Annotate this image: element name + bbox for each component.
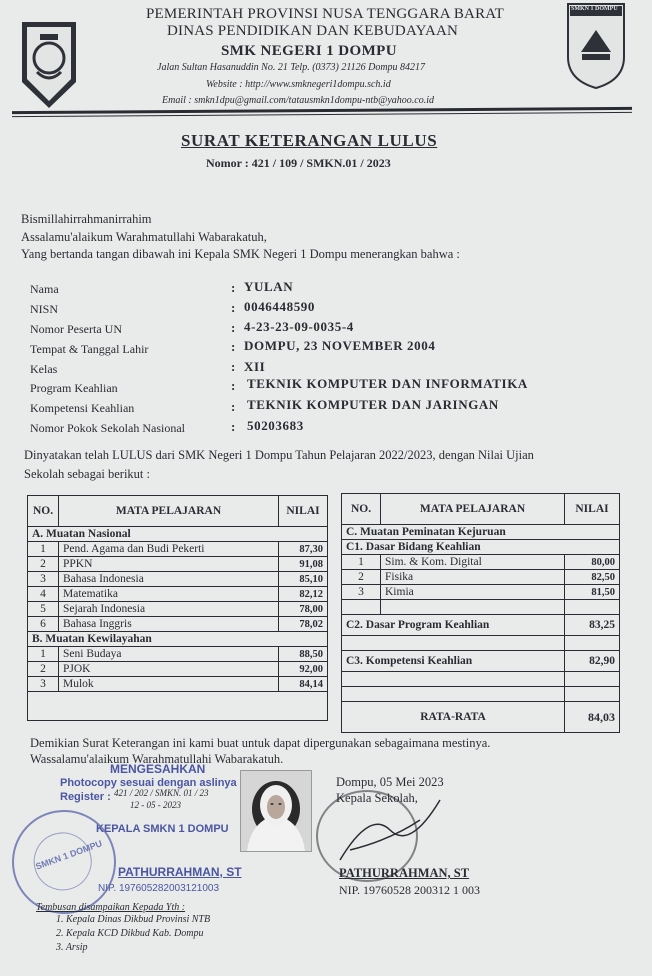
identity-label-npsn: Nomor Pokok Sekolah Nasional (30, 421, 185, 435)
school-logo-text: SMKN 1 DOMPU (571, 6, 618, 12)
stamp-text: SMKN 1 DOMPU (34, 838, 104, 872)
statement-line-2: Sekolah sebagai berikut : (24, 467, 151, 481)
statement-line-1: Dinyatakan telah LULUS dari SMK Negeri 1 Dompu Tahun Pelajaran 2022/2023, dengan Nilai Ujian (24, 448, 534, 462)
legalization-register-value: 421 / 202 / SMKN. 01 / 23 (114, 788, 209, 798)
identity-value-peserta: 4-23-23-09-0035-4 (244, 319, 354, 334)
average-label: RATA-RATA (342, 702, 565, 733)
legalization-name: PATHURRAHMAN, ST (118, 865, 242, 879)
identity-value-nama: YULAN (244, 279, 294, 294)
score-c2: 83,25 (565, 615, 620, 636)
section-c1: C1. Dasar Bidang Keahlian (342, 540, 620, 555)
identity-colon: : (231, 300, 236, 315)
cc-label: Tembusan disampaikan Kepada Yth : (36, 902, 186, 913)
closing-line-1: Demikian Surat Keterangan ini kami buat untuk dapat dipergunakan sebagaimana mestinya. (30, 736, 491, 750)
kop-office: DINAS PENDIDIKAN DAN KEBUDAYAAN (167, 23, 459, 39)
identity-label-kelas: Kelas (30, 362, 58, 376)
student-photo (240, 770, 312, 852)
signature-name: PATHURRAHMAN, ST (339, 866, 470, 880)
section-a: A. Muatan Nasional (28, 527, 279, 542)
grades-table-right (341, 493, 620, 733)
identity-label-ttl: Tempat & Tanggal Lahir (30, 342, 149, 356)
ntb-province-logo-icon (20, 20, 78, 110)
section-c: C. Muatan Peminatan Kejuruan (342, 525, 620, 540)
kop-province: PEMERINTAH PROVINSI NUSA TENGGARA BARAT (146, 6, 505, 22)
table-row-empty (28, 692, 328, 721)
legalization-title: MENGESAHKAN (110, 762, 206, 776)
legalization-office: KEPALA SMKN 1 DOMPU (96, 823, 229, 835)
identity-label-nama: Nama (30, 282, 59, 296)
table-row: 4 Matematika 82,12 (28, 587, 328, 602)
section-b: B. Muatan Kewilayahan (28, 632, 279, 647)
identity-colon: : (231, 339, 236, 354)
table-row: 6 Bahasa Inggris 78,02 (28, 617, 328, 632)
signature-nip: NIP. 19760528 200312 1 003 (339, 883, 481, 897)
identity-colon: : (231, 359, 236, 374)
identity-value-nisn: 0046448590 (244, 299, 315, 314)
cc-item-3: 3. Arsip (56, 942, 88, 953)
kop-school: SMK NEGERI 1 DOMPU (221, 43, 397, 59)
table-row: 5 Sejarah Indonesia 78,00 (28, 602, 328, 617)
school-logo-icon (565, 2, 627, 90)
legalization-register-date: 12 - 05 - 2023 (130, 800, 181, 810)
header-no: NO. (28, 496, 59, 527)
opening-salam: Assalamu'alaikum Warahmatullahi Wabarakatuh, (21, 230, 267, 244)
table-row: 1 Sim. & Kom. Digital 80,00 (342, 555, 620, 570)
document-number: Nomor : 421 / 109 / SMKN.01 / 2023 (206, 156, 391, 170)
legalization-register-label: Register : (60, 791, 111, 803)
table-row: 2 Fisika 82,50 (342, 570, 620, 585)
legalization-line: Photocopy sesuai dengan aslinya (60, 777, 237, 789)
section-c2: C2. Dasar Program Keahlian (342, 615, 565, 636)
opening-statement: Yang bertanda tangan dibawah ini Kepala SMK Negeri 1 Dompu menerangkan bahwa : (21, 247, 460, 261)
identity-value-kelas: XII (244, 359, 266, 374)
table-row: 2 PJOK 92,00 (28, 662, 328, 677)
signature-position: Kepala Sekolah, (336, 791, 418, 805)
table-row: 3 Mulok 84,14 (28, 677, 328, 692)
identity-label-nisn: NISN (30, 302, 59, 316)
closing-line-2: Wassalamu'alaikum Warahmatullahi Wabarakatuh. (30, 752, 284, 766)
identity-value-ttl: DOMPU, 23 NOVEMBER 2004 (244, 338, 436, 353)
identity-colon: : (231, 378, 236, 393)
identity-value-program: TEKNIK KOMPUTER DAN INFORMATIKA (247, 376, 528, 391)
document-title: SURAT KETERANGAN LULUS (181, 131, 438, 150)
header-score: NILAI (565, 494, 620, 525)
identity-colon: : (231, 280, 236, 295)
table-row: 3 Kimia 81,50 (342, 585, 620, 600)
table-row: 1 Pend. Agama dan Budi Pekerti 87,30 (28, 542, 328, 557)
table-row: 1 Seni Budaya 88,50 (28, 647, 328, 662)
cc-item-1: 1. Kepala Dinas Dikbud Provinsi NTB (56, 914, 211, 925)
identity-label-program: Program Keahlian (30, 381, 118, 395)
signature-place-date: Dompu, 05 Mei 2023 (336, 775, 444, 789)
identity-colon: : (231, 419, 236, 434)
score-c3: 82,90 (565, 651, 620, 672)
average-score: 84,03 (565, 702, 620, 733)
grades-table-left (27, 495, 328, 721)
identity-value-npsn: 50203683 (247, 418, 304, 433)
table-row: 3 Bahasa Indonesia 85,10 (28, 572, 328, 587)
signature-scribble (330, 790, 450, 870)
identity-label-kompetensi: Kompetensi Keahlian (30, 401, 135, 415)
table-row: 2 PPKN 91,08 (28, 557, 328, 572)
kop-website: Website : http://www.smknegeri1dompu.sch.id (206, 79, 391, 90)
header-score: NILAI (279, 496, 328, 527)
identity-value-kompetensi: TEKNIK KOMPUTER DAN JARINGAN (247, 397, 499, 412)
header-subject: MATA PELAJARAN (59, 496, 279, 527)
opening-basmalah: Bismillahirrahmanirrahim (21, 212, 152, 226)
cc-item-2: 2. Kepala KCD Dikbud Kab. Dompu (56, 928, 204, 939)
header-subject: MATA PELAJARAN (381, 494, 565, 525)
legalization-nip: NIP. 197605282003121003 (98, 883, 220, 894)
kop-address: Jalan Sultan Hasanuddin No. 21 Telp. (0373) 21126 Dompu 84217 (157, 62, 426, 73)
identity-label-peserta: Nomor Peserta UN (30, 322, 122, 336)
section-c3: C3. Kompetensi Keahlian (342, 651, 565, 672)
identity-colon: : (231, 399, 236, 414)
kop-email: Email : smkn1dpu@gmail.com/tatausmkn1dompu-ntb@yahoo.co.id (162, 95, 434, 106)
identity-colon: : (231, 320, 236, 335)
header-no: NO. (342, 494, 381, 525)
